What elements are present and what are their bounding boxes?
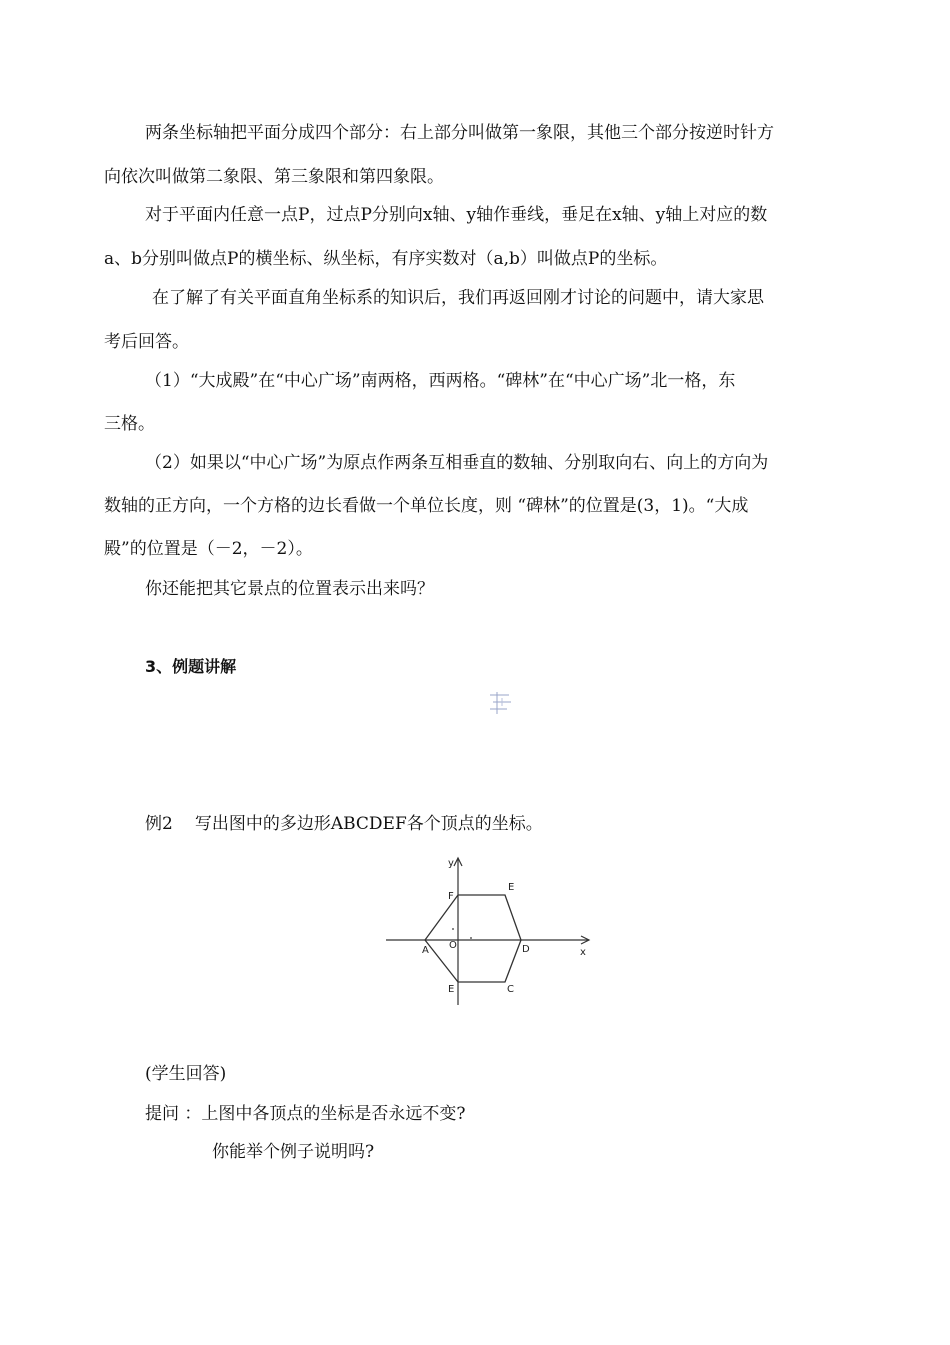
placeholder-image-icon [487,690,513,716]
point-label-b: E [448,984,455,995]
x-axis-label: x [580,947,586,958]
para2-line1: 对于平面内任意一点P，过点P分别向x轴、y轴作垂线，垂足在x轴、y轴上对应的数 [145,205,768,225]
question-line1 [145,1104,466,1124]
point-label-a: A [422,945,429,956]
para4-line1: （1）“大成殿”在“中心广场”南两格，西两格。“碑林”在“中心广场”北一格，东 [145,371,736,391]
point-label-c: C [507,984,514,995]
origin-label: O [449,940,457,951]
question-line2: 你能举个例子说明吗? [212,1142,375,1162]
para5-line3: 殿”的位置是（－2，－2）。 [104,539,313,559]
unit-dot [470,937,472,939]
example-line [145,814,543,834]
para5-line2: 数轴的正方向，一个方格的边长看做一个单位长度，则 “碑林”的位置是(3，1)。“大成 [104,496,749,516]
para4-line2: 三格。 [104,414,155,434]
coordinate-figure [384,852,599,1012]
para3-line1: 在了解了有关平面直角坐标系的知识后，我们再返回刚才讨论的问题中，请大家思 [152,288,764,308]
example-label: 例2 [145,814,173,834]
student-answer: (学生回答) [145,1064,227,1084]
para3-line2: 考后回答。 [104,332,189,352]
para5-line1: （2）如果以“中心广场”为原点作两条互相垂直的数轴、分别取向右、向上的方向为 [145,453,769,473]
section-heading: 3、例题讲解 [145,657,237,676]
point-label-e: E [508,882,515,893]
point-label-f: F [448,891,454,902]
para1-line1: 两条坐标轴把平面分成四个部分：右上部分叫做第一象限，其他三个部分按逆时针方 [145,123,774,143]
para2-line2: a、b分别叫做点P的横坐标、纵坐标，有序实数对（a,b）叫做点P的坐标。 [104,249,668,269]
point-label-d: D [522,944,530,955]
para6: 你还能把其它景点的位置表示出来吗？ [145,579,434,599]
unit-dot [452,928,454,930]
question-text1: 上图中各顶点的坐标是否永远不变? [201,1104,466,1124]
hexagon-abcdef [425,895,521,982]
example-text: 写出图中的多边形ABCDEF各个顶点的坐标。 [194,814,543,834]
question-prefix: 提问 ： [145,1104,202,1124]
y-axis-label: y [448,858,454,869]
para1-line2: 向依次叫做第二象限、第三象限和第四象限。 [104,167,444,187]
